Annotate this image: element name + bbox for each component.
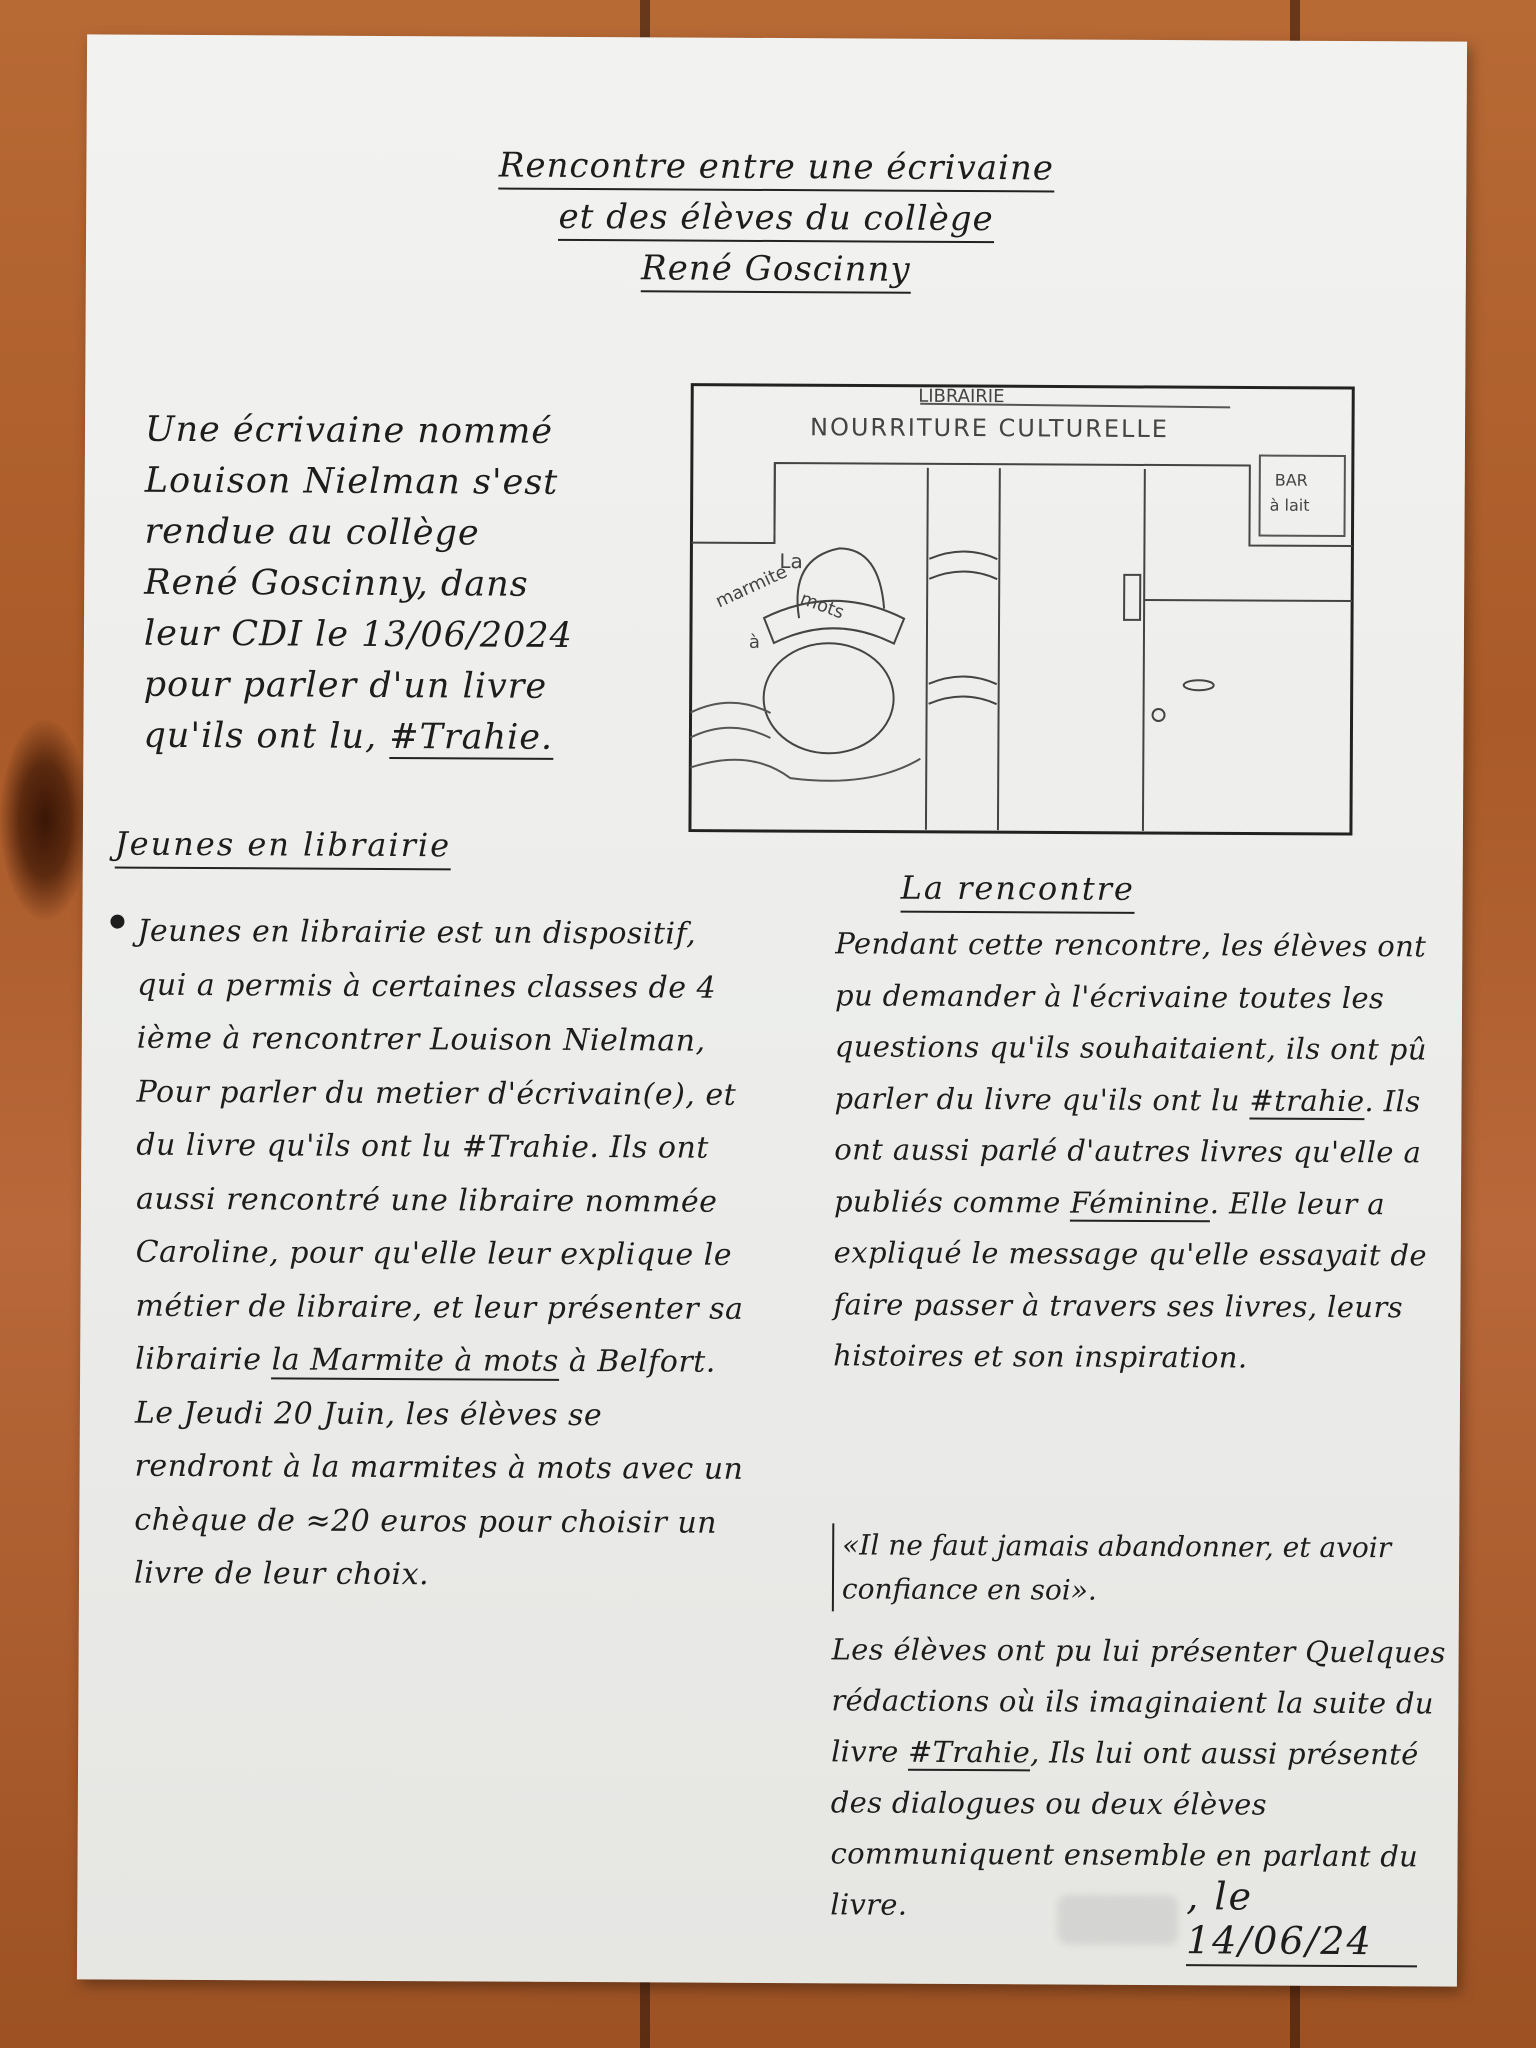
door-handle [1124, 575, 1140, 620]
author-quote: «Il ne faut jamais abandonner, et avoir confiance en soi». [832, 1523, 1482, 1614]
left-text-2: #Trahie. Ils ont aussi rencontré une libraire nommée Caroline, pour qu'elle leur explique le métier de libraire, et leur présenter sa librairie [135, 1129, 744, 1378]
sign-main-text: NOURRITURE CULTURELLE [809, 413, 1170, 444]
title-line-1: Rencontre entre une écrivaine [499, 147, 1054, 193]
side-sign-text-1: BAR [1274, 470, 1308, 490]
sign-small-text: LIBRAIRIE [918, 385, 1005, 408]
door-lock [1153, 709, 1165, 721]
pot-text-3: à [748, 631, 761, 653]
left-column-body [134, 905, 748, 1604]
pillar-right [998, 468, 1000, 830]
right-text-2: . Ils ont aussi parlé d'autres livres qu'elle a publiés comme [833, 1083, 1422, 1220]
heading-la-rencontre: La rencontre [901, 869, 1135, 914]
left-text-3: à Belfort. Le Jeudi 20 Juin, les élèves se rendront à la marmites à mots avec un chèque de ≈20 euros pour choisir un livre de leur choix. [133, 1343, 744, 1593]
left-shop-name: la Marmite à mots [271, 1342, 559, 1379]
door-left-edge [1143, 469, 1145, 831]
bullet-dot [110, 915, 124, 929]
side-sign-text-2: à lait [1269, 495, 1310, 515]
signature-line [1057, 1874, 1417, 1964]
intro-paragraph [143, 405, 585, 764]
right-text-5: , Ils lui ont aussi présenté des dialogues ou deux élèves communiquent ensemble en parlant du livre. [830, 1735, 1419, 1922]
pot-body [763, 643, 894, 754]
pillar-decoration [929, 551, 998, 704]
storefront-outline [691, 463, 1352, 546]
pot-text-2: marmite [712, 561, 791, 613]
pot-text-4: mots [797, 588, 847, 624]
article-title [466, 146, 1087, 303]
intro-text: Une écrivaine nommé Louison Nielman s'est rendue au collège René Goscinny, dans leur CDI le 13/06/2024 pour parler d'un livre qu'ils ont lu, [143, 409, 573, 757]
bookshop-drawing [688, 383, 1355, 836]
door-knob [1184, 680, 1214, 690]
pot-swirls [690, 703, 920, 782]
title-line-2: et des élèves du collège [558, 198, 993, 243]
signature-date: , le 14/06/24 [1186, 1874, 1418, 1967]
pot-text-1: La [779, 549, 803, 574]
right-column-body [833, 918, 1445, 1385]
pillar-left [926, 468, 928, 830]
title-line-3: René Goscinny [641, 249, 911, 294]
intro-book-title: #Trahie. [389, 716, 554, 758]
right-text-3: . Elle leur a expliqué le message qu'elle essayait de faire passer à travers ses livres, leurs histoires et son inspiration. [833, 1185, 1428, 1375]
right-book-title-2: #Trahie [908, 1734, 1031, 1770]
wood-knot [0, 720, 90, 920]
redacted-name [1057, 1895, 1178, 1946]
heading-jeunes-en-librairie: Jeunes en librairie [115, 825, 451, 871]
paper-sheet [77, 34, 1467, 1986]
left-text-1: Jeunes en librairie est un dispositif, qui a permis à certaines classes de 4 ième à rencontrer Louison Nielman, Pour parler du metier d'écrivain(e), et du livre qu'ils ont lu [136, 913, 737, 1165]
right-text-4: Les élèves ont pu lui présenter Quelques rédactions où ils imaginaient la suite du livre [831, 1632, 1446, 1769]
right-book-title: #trahie [1249, 1083, 1365, 1118]
door-panel-line [1144, 600, 1352, 601]
drawing-frame [690, 385, 1353, 834]
right-text-1: Pendant cette rencontre, les élèves ont pu demander à l'écrivaine toutes les questions qu'ils souhaitaient, ils ont pû parler du livre qu'ils ont lu [834, 926, 1427, 1118]
right-other-book: Féminine [1070, 1185, 1210, 1220]
